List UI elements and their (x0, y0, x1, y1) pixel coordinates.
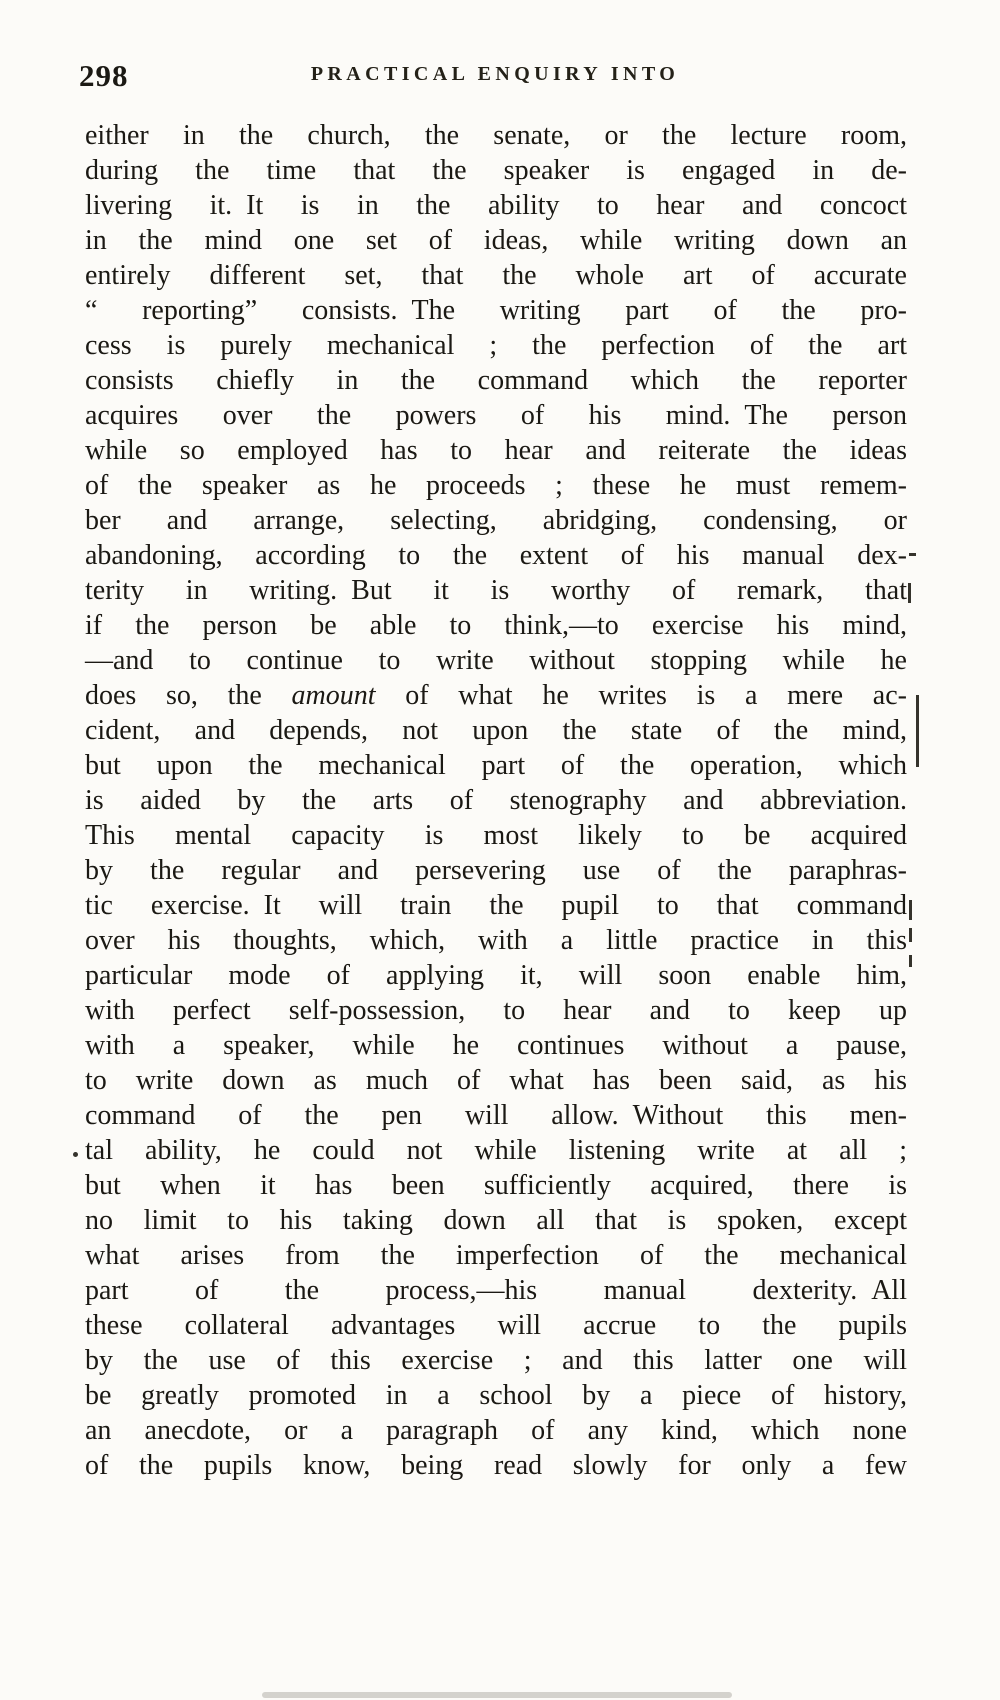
text-line (85, 118, 907, 153)
text-line (85, 153, 907, 188)
text-line (85, 748, 907, 783)
text-segment: —and to continue to write without stopping while he (85, 645, 907, 676)
text-segment: livering it. It is in the ability to hear and concoct (85, 190, 907, 221)
text-segment: by the use of this exercise ; and this latter one will (85, 1345, 907, 1376)
text-segment: by the regular and persevering use of the paraphras- (85, 855, 907, 886)
text-line (85, 1203, 907, 1238)
text-line (85, 188, 907, 223)
text-line (85, 643, 907, 678)
text-segment: of what he writes is a mere ac- (375, 680, 907, 711)
text-line (85, 1063, 907, 1098)
running-header: PRACTICAL ENQUIRY INTO (310, 63, 680, 85)
text-line (85, 258, 907, 293)
text-line (85, 223, 907, 258)
text-segment: of the speaker as he proceeds ; these he must remem- (85, 470, 907, 501)
text-segment: tic exercise. It will train the pupil to that command (85, 890, 907, 921)
text-line (85, 433, 907, 468)
text-segment: these collateral advantages will accrue to the pupils (85, 1310, 907, 1341)
text-line (85, 1133, 907, 1168)
text-line (85, 468, 907, 503)
text-segment: cess is purely mechanical ; the perfection of the art (85, 330, 907, 361)
italic-text: amount (291, 680, 376, 711)
body-text (85, 118, 907, 1483)
text-line (85, 1238, 907, 1273)
text-segment: is aided by the arts of stenography and abbreviation. (85, 785, 907, 816)
text-line (85, 538, 907, 573)
text-line (85, 398, 907, 433)
text-line (85, 713, 907, 748)
text-line (85, 818, 907, 853)
text-line (85, 1413, 907, 1448)
scan-artifact (909, 955, 912, 967)
text-segment: acquires over the powers of his mind. The person (85, 400, 907, 431)
text-segment: part of the process,—his manual dexterity. All (85, 1275, 907, 1306)
text-segment: with perfect self-possession, to hear and to keep up (85, 995, 907, 1026)
text-segment: what arises from the imperfection of the mechanical (85, 1240, 907, 1271)
text-line (85, 573, 907, 608)
text-line (85, 958, 907, 993)
text-segment: no limit to his taking down all that is spoken, except (85, 1205, 907, 1236)
text-segment: be greatly promoted in a school by a piece of history, (85, 1380, 907, 1411)
text-line (85, 1308, 907, 1343)
text-segment: an anecdote, or a paragraph of any kind, which none (85, 1415, 907, 1446)
page-header (79, 58, 905, 100)
text-line (85, 1378, 907, 1413)
text-segment: ber and arrange, selecting, abridging, condensing, or (85, 505, 907, 536)
text-segment: entirely different set, that the whole art of accurate (85, 260, 907, 291)
text-line (85, 608, 907, 643)
text-line (85, 783, 907, 818)
scan-artifact (909, 900, 912, 920)
text-segment: tal ability, he could not while listening write at all ; (85, 1135, 907, 1166)
text-segment: to write down as much of what has been said, as his (85, 1065, 907, 1096)
text-segment: while so employed has to hear and reiterate the ideas (85, 435, 907, 466)
text-segment: of the pupils know, being read slowly for only a few (85, 1450, 907, 1481)
text-segment: either in the church, the senate, or the lecture room, (85, 120, 907, 151)
scan-artifact (909, 928, 912, 942)
text-line (85, 1273, 907, 1308)
scan-artifact (909, 553, 916, 556)
text-segment: over his thoughts, which, with a little practice in this (85, 925, 907, 956)
text-segment: consists chiefly in the command which the reporter (85, 365, 907, 396)
text-line (85, 1343, 907, 1378)
text-segment: terity in writing. But it is worthy of remark, that (85, 575, 907, 606)
text-line (85, 1448, 907, 1483)
text-segment: does so, the (85, 680, 292, 711)
text-line (85, 1098, 907, 1133)
text-line (85, 1028, 907, 1063)
text-line (85, 1168, 907, 1203)
page-number: 298 (79, 58, 129, 93)
text-segment: abandoning, according to the extent of his manual dex- (85, 540, 907, 571)
text-line (85, 678, 907, 713)
page-edge-shadow (262, 1692, 732, 1698)
text-line (85, 293, 907, 328)
text-line (85, 328, 907, 363)
text-segment: but when it has been sufficiently acquired, there is (85, 1170, 907, 1201)
text-segment: during the time that the speaker is engaged in de- (85, 155, 907, 186)
text-line (85, 363, 907, 398)
text-segment: if the person be able to think,—to exercise his mind, (85, 610, 907, 641)
text-segment: but upon the mechanical part of the operation, which (85, 750, 907, 781)
text-line (85, 888, 907, 923)
text-line (85, 923, 907, 958)
scan-artifact (908, 583, 911, 603)
text-segment: This mental capacity is most likely to be acquired (85, 820, 907, 851)
text-line (85, 503, 907, 538)
text-line (85, 853, 907, 888)
text-segment: with a speaker, while he continues without a pause, (85, 1030, 907, 1061)
text-segment: in the mind one set of ideas, while writing down an (85, 225, 907, 256)
scan-artifact (916, 695, 919, 767)
text-segment: particular mode of applying it, will soon enable him, (85, 960, 907, 991)
text-segment: cident, and depends, not upon the state of the mind, (85, 715, 907, 746)
text-segment: “ reporting” consists. The writing part of the pro- (85, 295, 907, 326)
text-segment: command of the pen will allow. Without this men- (85, 1100, 907, 1131)
text-line (85, 993, 907, 1028)
scan-artifact (73, 1152, 78, 1157)
